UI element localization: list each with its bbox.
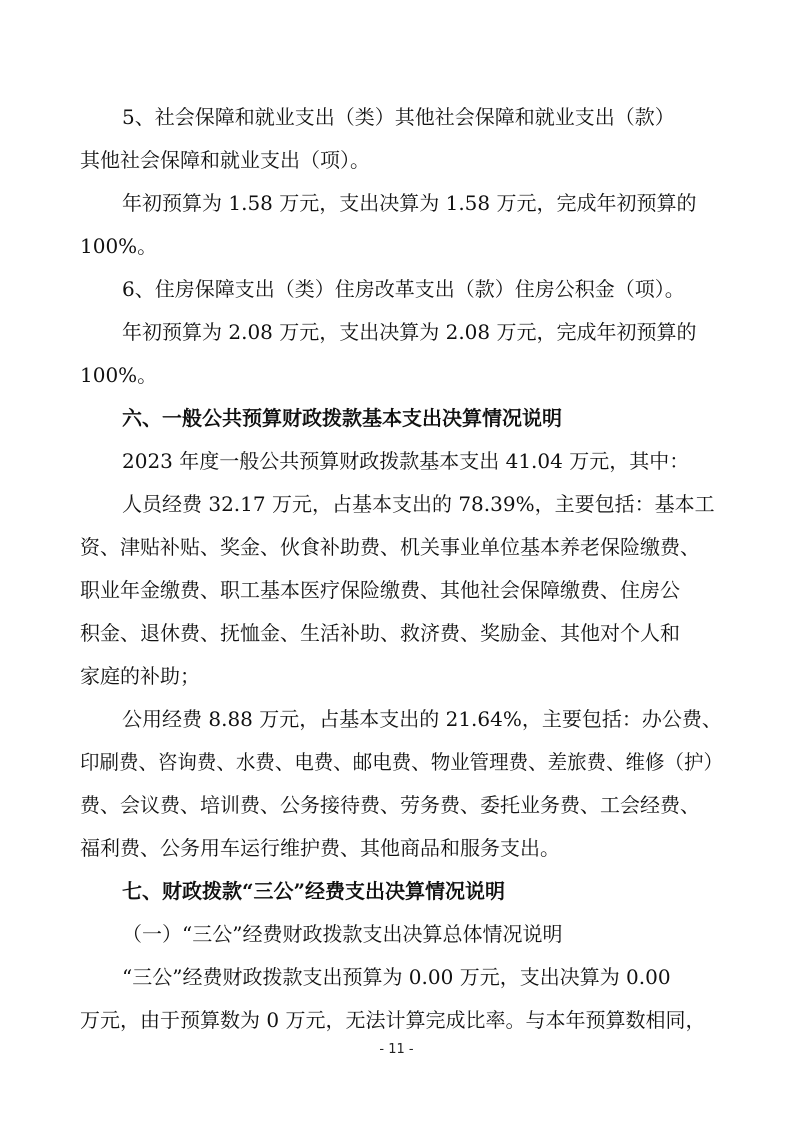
text-line-1: 5、社会保障和就业支出（类）其他社会保障和就业支出（款）	[122, 105, 675, 129]
text-line-14: 家庭的补助；	[80, 664, 200, 688]
text-line-21: “三公”经费财政拨款支出预算为 0.00 万元，支出决算为 0.00	[122, 965, 671, 989]
text-line-16: 印刷费、咨询费、水费、电费、邮电费、物业管理费、差旅费、维修（护）	[80, 750, 723, 774]
text-line-5: 6、住房保障支出（类）住房改革支出（款）住房公积金（项）。	[122, 277, 685, 301]
text-line-18: 福利费、公务用车运行维护费、其他商品和服务支出。	[80, 836, 560, 860]
text-line-10: 人员经费 32.17 万元，占基本支出的 78.39%，主要包括：基本工	[122, 492, 715, 516]
heading-seven: 七、财政拨款“三公”经费支出决算情况说明	[122, 879, 506, 903]
text-line-15: 公用经费 8.88 万元，占基本支出的 21.64%，主要包括：办公费、	[122, 707, 722, 731]
text-line-7: 100%。	[80, 363, 158, 387]
text-line-17: 费、会议费、培训费、公务接待费、劳务费、委托业务费、工会经费、	[80, 793, 700, 817]
text-line-22: 万元，由于预算数为 0 万元，无法计算完成比率。与本年预算数相同，	[80, 1008, 706, 1032]
text-line-9: 2023 年度一般公共预算财政拨款基本支出 41.04 万元，其中：	[122, 449, 690, 473]
page-number: - 11 -	[379, 1042, 414, 1057]
heading-six: 六、一般公共预算财政拨款基本支出决算情况说明	[122, 406, 562, 430]
text-line-2: 其他社会保障和就业支出（项）。	[80, 148, 370, 172]
subheading-one: （一）“三公”经费财政拨款支出决算总体情况说明	[122, 922, 563, 946]
text-line-12: 职业年金缴费、职工基本医疗保险缴费、其他社会保障缴费、住房公	[80, 578, 680, 602]
text-line-3: 年初预算为 1.58 万元，支出决算为 1.58 万元，完成年初预算的	[122, 191, 697, 215]
text-line-4: 100%。	[80, 234, 158, 258]
text-line-13: 积金、退休费、抚恤金、生活补助、救济费、奖励金、其他对个人和	[80, 621, 680, 645]
text-line-6: 年初预算为 2.08 万元，支出决算为 2.08 万元，完成年初预算的	[122, 320, 697, 344]
text-line-11: 资、津贴补贴、奖金、伙食补助费、机关事业单位基本养老保险缴费、	[80, 535, 700, 559]
